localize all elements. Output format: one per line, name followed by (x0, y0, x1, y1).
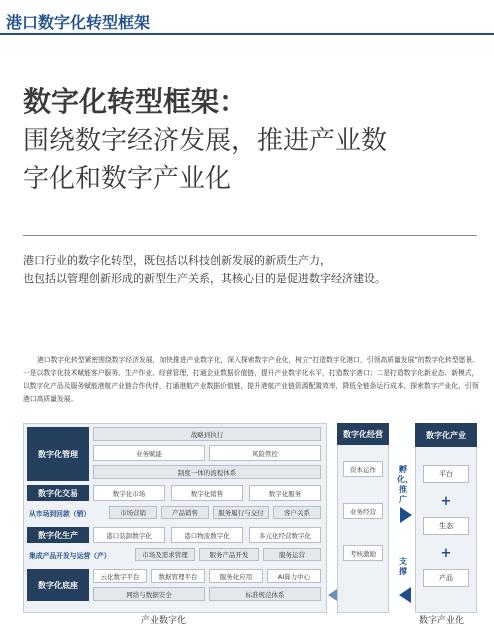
plus-sign: + (440, 494, 452, 509)
headline (23, 82, 485, 198)
page-header-title: 港口数字化转型框架 (6, 13, 151, 32)
body-paragraph: 港口数字化转型紧密围绕数字经济发展，加快推进产业数字化，深入探索数字产业化，树立“打造数字化港口，引领高质量发展”的数字化转型愿景。一是以数字化技术赋能客户服务、生产作业、经营管理，打通企业数据价值链，提升产业数字化水平，打造数字港口；二是打造数字化新业态、新模式，以数字化产品及服务赋能港航产业链合作伙伴，打通港航产业数据价值链，提升港航产业链资源配置效率，降低全链条运行成本，探索数字产业化，引领港口高质量发展。 (23, 356, 480, 403)
base-item: AI算力中心 (267, 569, 321, 583)
section-divider (23, 235, 477, 236)
risk-control-box: 风险管控 (209, 445, 321, 461)
lead-line-2: 也包括以管理创新形成的新型生产关系，其核心目的是促进数字经济建设。 (23, 272, 386, 285)
digital-operation-head: 数字化经营 (337, 423, 389, 445)
strategy-box: 战略到执行 (93, 427, 321, 441)
base-label: 数字化底座 (27, 569, 89, 601)
header-rule (0, 33, 494, 35)
market-row-item: 服务履行与交付 (213, 506, 269, 519)
support-arrow-small (328, 589, 337, 601)
headline-line-3: 字化和数字产业化 (23, 164, 232, 194)
platform-box: 平台 (423, 465, 469, 483)
page-header (0, 0, 494, 34)
process-system-box: 制度一体的流程体系 (93, 465, 321, 479)
headline-line-2: 围绕数字经济发展，推进产业数 (23, 126, 388, 156)
product-row-item: 服务运营 (263, 548, 321, 561)
product-row-item: 市场及需求管理 (135, 548, 195, 561)
base-bottom-item: 网络与数据安全 (93, 587, 205, 601)
lead-text (23, 252, 485, 288)
market-row-item: 产品销售 (161, 506, 209, 519)
plus-sign: + (440, 546, 452, 561)
ecosystem-box: 生态 (423, 517, 469, 535)
trade-item: 数字化销售 (171, 485, 243, 501)
industry-digitalization-label: 产业数字化 (141, 616, 187, 626)
lead-line-1: 港口行业的数字化转型，既包括以科技创新发展的新质生产力， (23, 254, 331, 267)
incubate-label: 孵化、推广 (397, 465, 413, 504)
support-arrow (399, 587, 411, 603)
digital-industry-head: 数字化产业 (415, 423, 477, 447)
product-box: 产品 (423, 569, 469, 587)
management-label: 数字化管理 (27, 427, 89, 481)
market-row-label: 从市场到回款（销） (29, 510, 91, 518)
base-item: 服务化应用 (209, 569, 263, 583)
operation-item: 考核激励 (343, 545, 383, 561)
product-row-label: 集成产品开发与运营（产） (29, 552, 111, 560)
trade-item: 数字化服务 (249, 485, 321, 501)
production-item: 港口物流数字化 (171, 527, 243, 543)
base-bottom-item: 标准规范体系 (209, 587, 321, 601)
production-label: 数字化生产 (27, 527, 89, 543)
base-item: 数据管理平台 (151, 569, 205, 583)
operation-item: 资本运作 (343, 461, 383, 477)
operation-item: 业务经营 (343, 503, 383, 519)
market-row-item: 市场营销 (109, 506, 157, 519)
product-row-item: 服务产品开发 (199, 548, 259, 561)
headline-line-1: 数字化转型框架： (23, 85, 248, 118)
production-item: 港口装卸数字化 (93, 527, 165, 543)
trade-label: 数字化交易 (27, 485, 89, 501)
market-row-item: 客户关系 (273, 506, 321, 519)
digital-industrialization-label: 数字产业化 (419, 616, 465, 626)
trade-item: 数字化市场 (93, 485, 165, 501)
support-label: 支撑 (399, 557, 407, 576)
production-item: 多元化经营数字化 (249, 527, 321, 543)
framework-diagram (23, 423, 478, 625)
incubate-arrow (400, 507, 412, 523)
business-enable-box: 业务赋能 (93, 445, 205, 461)
base-item: 云化数字平台 (93, 569, 147, 583)
